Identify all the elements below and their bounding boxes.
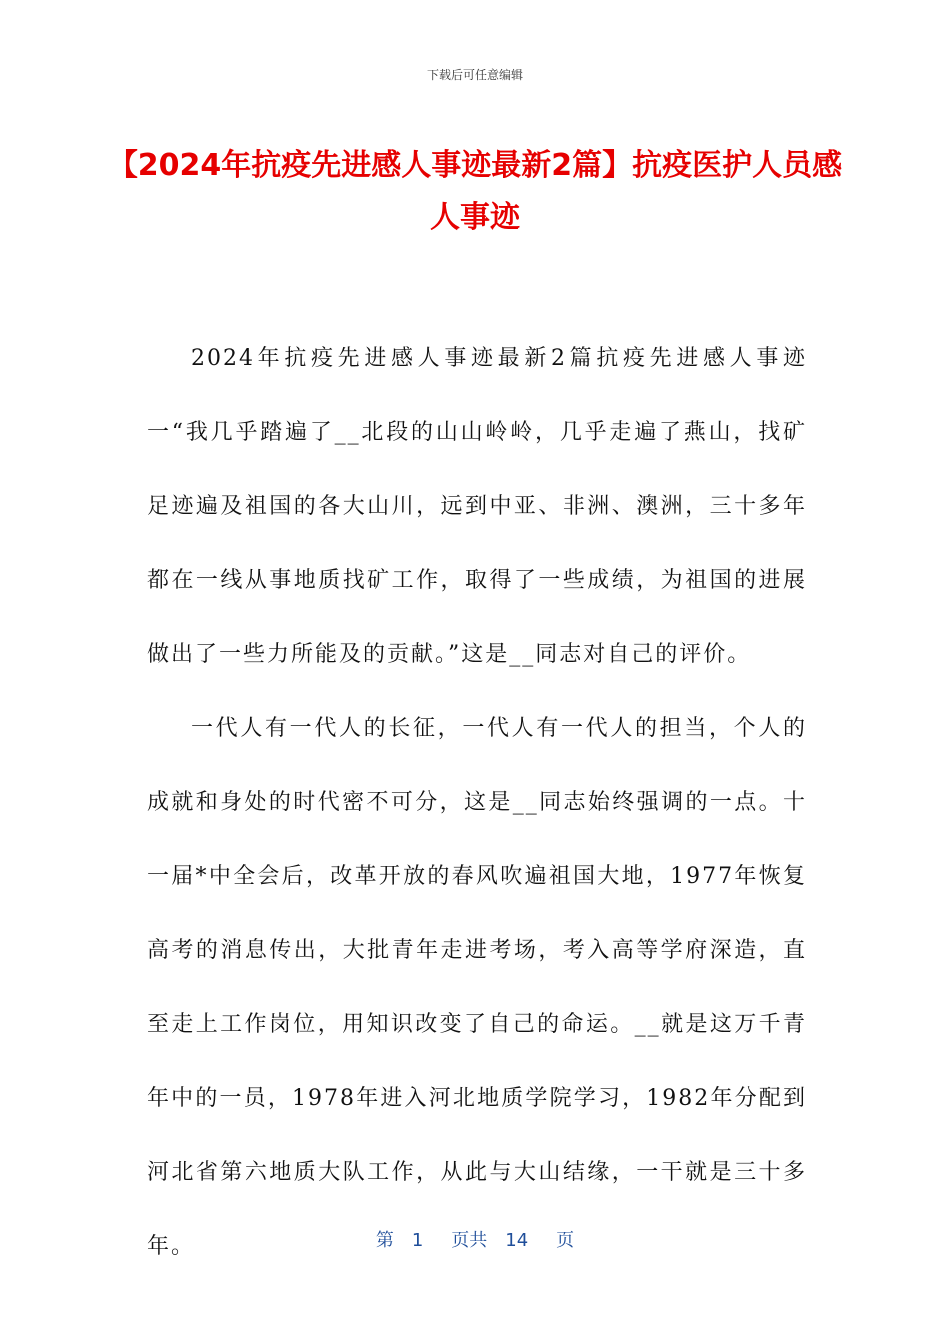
paragraph-2: 一代人有一代人的长征，一代人有一代人的担当，个人的成就和身处的时代密不可分，这是__同志始终强调的一点。十一届*中全会后，改革开放的春风吹遍祖国大地，1977年恢复高考的消息传出，大批青年走进考场，考入高等学府深造，直至走上工作岗位，用知识改变了自己的命运。__就是这万千青年中的一员，1978年进入河北地质学院学习，1982年分配到河北省第六地质大队工作，从此与大山结缘，一干就是三十多年。 [147, 716, 807, 1259]
document-body [147, 322, 807, 1284]
page-footer [0, 1226, 950, 1252]
page-prefix: 第 [375, 1230, 394, 1251]
header-note: 下载后可任意编辑 [426, 68, 523, 82]
total-pages: 14 [505, 1230, 529, 1251]
page-mid: 页共 [451, 1230, 488, 1251]
paragraph-1: 2024年抗疫先进感人事迹最新2篇抗疫先进感人事迹一“我几乎踏遍了__北段的山山岭岭，几乎走遍了燕山，找矿足迹遍及祖国的各大山川，远到中亚、非洲、澳洲，三十多年都在一线从事地质找矿工作，取得了一些成绩，为祖国的进展做出了一些力所能及的贡献。”这是__同志对自己的评价。 [147, 346, 807, 667]
page-suffix: 页 [556, 1230, 575, 1251]
document-title: 【2024年抗疫先进感人事迹最新2篇】抗疫医护人员感人事迹 [107, 148, 843, 235]
page-number: 1 [411, 1230, 424, 1251]
